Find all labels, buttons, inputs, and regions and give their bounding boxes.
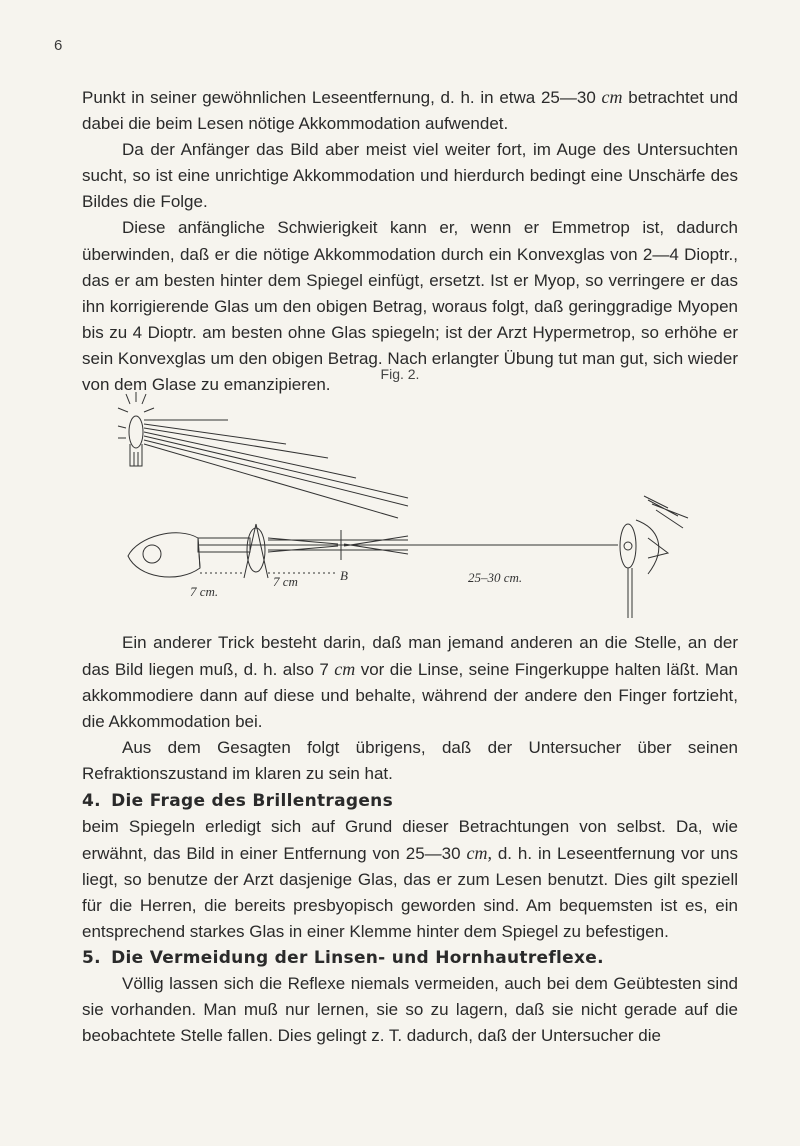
unit-cm: cm, xyxy=(466,842,492,863)
unit-cm: cm xyxy=(334,659,356,680)
lamp-rays xyxy=(144,420,408,518)
label-point-B: B xyxy=(340,568,348,583)
paragraph-continuation xyxy=(82,84,738,137)
section-heading-4 xyxy=(82,788,738,814)
section-number-4: 4. xyxy=(82,790,101,811)
label-7cm-left: 7 cm. xyxy=(190,584,219,599)
optical-axis xyxy=(250,530,618,560)
text-run: d. h. in Leseentfernung vor uns liegt, so benutze der Arzt dasjenige Glas, das er zum Lesen benutzt. Dies gilt speziell für die Herren, die bereits presbyopisch geworden sind. Am bequemsten ist es, ein entsprechend starkes Glas in einer Klemme hinter dem Spiegel zu befestigen. xyxy=(82,843,739,942)
paragraph-reflexes: Völlig lassen sich die Reflexe niemals vermeiden, auch bei dem Geübtesten sind sie vorhanden. Man muß nur lernen, sie so zu lagern, daß sie nicht gerade auf die beobachtete Stelle fallen. Dies gelingt z. T. dadurch, daß der Untersucher die xyxy=(82,974,738,1046)
text-run: betrachtet und dabei die beim Lesen nötige Akkommodation aufwendet. xyxy=(82,88,738,134)
section-title-4: Die Frage des Brillentragens xyxy=(111,790,393,811)
section-number-5: 5. xyxy=(82,948,101,969)
figure-caption: Fig. 2. xyxy=(380,366,420,382)
text-run: vor die Linse, seine Fingerkuppe halten läßt. Man akkommodiere dann auf diese und behalte, während der andere den Finger fortzieht, die Akkommodation bei. xyxy=(82,660,738,732)
paragraph-refraction: Aus dem Gesagten folgt übrigens, daß der Untersucher über seinen Refraktionszustand im klaren zu sein hat. xyxy=(82,738,738,784)
optics-diagram xyxy=(108,388,708,620)
page-number: 6 xyxy=(54,37,63,54)
text-block-bottom xyxy=(82,630,738,1050)
paragraph-beginner-image: Da der Anfänger das Bild aber meist viel weiter fort, im Auge des Untersuchten sucht, so ist eine unrichtige Akkommodation und hierdurch bedingt eine Unschärfe des Bildes die Folge. xyxy=(82,140,738,212)
text-run: beim Spiegeln erledigt sich auf Grund dieser Betrachtungen von selbst. Da, wie erwähnt, das Bild in einer Entfernung von 25—30 xyxy=(82,816,738,863)
section-title-5: Die Vermeidung der Linsen- und Hornhautreflexe. xyxy=(111,948,604,969)
lens-icon xyxy=(244,524,268,578)
patient-eye-icon xyxy=(620,496,688,618)
text-run: Ein anderer Trick besteht darin, daß man jemand anderen an die Stelle, an der das Bild liegen muß, d. h. also 7 xyxy=(82,633,738,680)
section-heading-5 xyxy=(82,945,738,971)
paragraph-glasses xyxy=(82,814,738,945)
paragraph-initial-difficulty: Diese anfängliche Schwierigkeit kann er, wenn er Emmetrop ist, dadurch überwinden, daß er die nötige Akkommodation durch ein Konvexglas von 2—4 Dioptr., das er am besten hinter dem Spiegel einfügt, ersetzt. Ist er Myop, so verringere er das ihn korrigierende Glas um den obigen Betrag, woraus folgt, daß geringgradige Myopen bis zu 4 Dioptr. am besten ohne Glas spiegeln; ist der Arzt Hypermetrop, so erhöhe er sein Konvexglas um den obigen Betrag. Nach erlangter Übung tut man gut, sich wieder von dem Glase zu emanzipieren. xyxy=(82,218,738,395)
text-block-top xyxy=(82,84,738,398)
figure-2-diagram xyxy=(108,388,708,620)
observer-eye-icon xyxy=(128,533,200,577)
mirror-icon xyxy=(198,538,250,552)
text-run: Punkt in seiner gewöhnlichen Leseentfernung, d. h. in etwa 25—30 xyxy=(82,88,602,107)
label-7cm-mid: 7 cm xyxy=(273,574,298,589)
unit-cm: cm xyxy=(601,87,623,107)
paragraph-trick xyxy=(82,630,738,735)
label-distance: 25–30 cm. xyxy=(468,570,523,585)
